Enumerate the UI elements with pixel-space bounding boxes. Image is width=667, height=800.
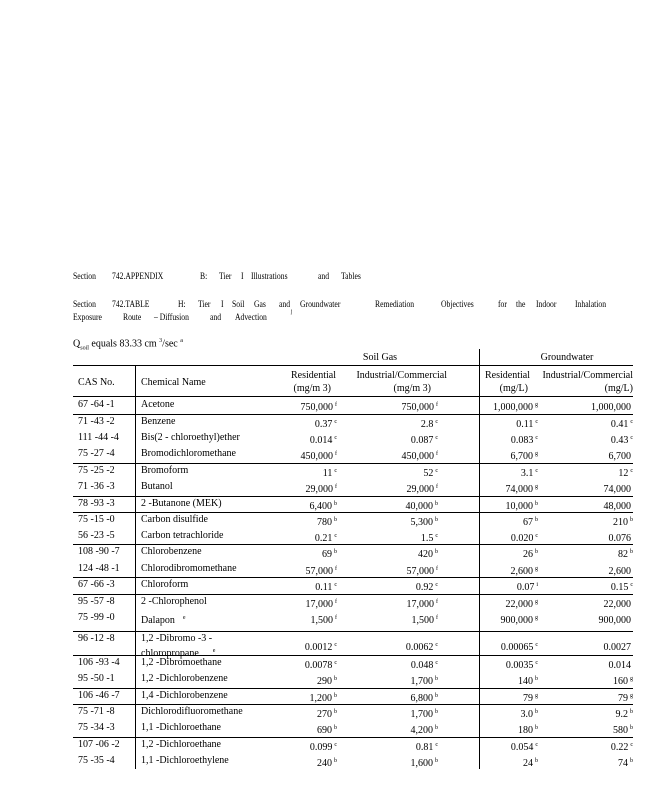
footnote-mark: f <box>436 484 438 490</box>
col-header-ind2: Industrial/Commercial <box>542 370 633 381</box>
header-word: Section <box>73 299 96 309</box>
water-residential-value: 0.07 $^i$ <box>516 582 538 593</box>
soil-residential-value: 0.37 $^c$ <box>314 419 337 430</box>
footnote-mark: f <box>436 451 438 457</box>
water-residential-value: 0.0035 $^c$ <box>505 660 538 671</box>
footnote-mark: f <box>335 566 337 572</box>
soil-industrial-value: 6,800 $^b$ <box>410 693 438 704</box>
chemical-name: Carbon tetrachloride <box>141 530 224 541</box>
water-industrial-value: 160 $^g$ <box>613 676 633 687</box>
footnote-mark: c <box>334 642 337 648</box>
footnote-mark: b <box>535 725 538 731</box>
header-word: the <box>516 299 526 309</box>
footnote-mark: b <box>630 517 633 523</box>
cas-number: 111 -44 -4 <box>78 432 119 443</box>
qsoil-sup: 3 <box>159 338 163 344</box>
soil-residential-value: 450,000 $^f$ <box>300 451 337 462</box>
soil-industrial-value: 420 $^b$ <box>418 549 438 560</box>
footnote-mark: b <box>435 693 438 699</box>
water-residential-value: 0.083 $^c$ <box>510 435 538 446</box>
footnote-mark: f <box>335 484 337 490</box>
footnote-mark: c <box>435 435 438 441</box>
footnote-mark: c <box>435 582 438 588</box>
footnote-mark: c <box>334 533 337 539</box>
row-group-rule <box>73 512 633 513</box>
cas-number: 95 -50 -1 <box>78 673 115 684</box>
soil-industrial-value: 0.048 $^c$ <box>410 660 438 671</box>
footnote-mark: b <box>535 501 538 507</box>
soil-industrial-value: 52 $^c$ <box>423 468 438 479</box>
row-group-rule <box>73 737 633 738</box>
header-word: Gas <box>254 299 266 309</box>
footnote-mark: c <box>535 468 538 474</box>
water-residential-value: 26 $^b$ <box>523 549 538 560</box>
water-industrial-value: 22,000 <box>603 599 631 610</box>
soil-industrial-value: 0.087 $^c$ <box>410 435 438 446</box>
water-industrial-value: 0.22 $^c$ <box>610 742 633 753</box>
soil-residential-value: 1,500 $^f$ <box>310 615 337 626</box>
water-residential-value: 79 $^g$ <box>523 693 538 704</box>
chemical-name: 1,2 -Dibromo -3 - <box>141 633 213 644</box>
water-industrial-value: 12 $^c$ <box>618 468 633 479</box>
footnote-mark: b <box>435 758 438 764</box>
chemical-name: 1,1 -Dichloroethylene <box>141 755 229 766</box>
footnote-mark: b <box>334 549 337 555</box>
footnote-mark: b <box>435 517 438 523</box>
cas-number: 124 -48 -1 <box>78 563 120 574</box>
water-residential-value: 6,700 $^g$ <box>510 451 538 462</box>
water-residential-value: 22,000 $^g$ <box>505 599 538 610</box>
row-group-rule <box>73 631 633 632</box>
cas-number: 75 -35 -4 <box>78 755 115 766</box>
water-industrial-value: 9.2 $^b$ <box>615 709 633 720</box>
cas-number: 71 -36 -3 <box>78 481 115 492</box>
footnote-mark: c <box>535 642 538 648</box>
chemical-name: Butanol <box>141 481 173 492</box>
soil-industrial-value: 1,700 $^b$ <box>410 709 438 720</box>
header-word: Tier <box>198 299 211 309</box>
cas-number: 71 -43 -2 <box>78 416 115 427</box>
chemical-name: Benzene <box>141 416 176 427</box>
water-residential-value: 0.00065 $^c$ <box>500 642 538 653</box>
footnote-mark: b <box>334 676 337 682</box>
soil-industrial-value: 1,500 $^f$ <box>411 615 438 626</box>
header-word: – Diffusion <box>154 312 189 322</box>
chemical-name: 2 -Chlorophenol <box>141 596 207 607</box>
col-divider-cas <box>135 365 136 769</box>
soil-industrial-value: 750,000 $^f$ <box>401 402 438 413</box>
header-word: Soil <box>232 299 245 309</box>
water-industrial-value: 0.43 $^c$ <box>610 435 633 446</box>
header-bottom-rule <box>73 396 633 397</box>
cas-number: 75 -99 -0 <box>78 612 115 623</box>
soil-residential-value: 240 $^b$ <box>317 758 337 769</box>
water-industrial-value: 0.0027 <box>603 642 631 653</box>
water-residential-value: 0.11 $^c$ <box>516 419 538 430</box>
header-word: 742.APPENDIX <box>112 271 164 281</box>
water-residential-value: 67 $^b$ <box>523 517 538 528</box>
footnote-mark: g <box>535 615 538 621</box>
chemical-name: 1,4 -Dichlorobenzene <box>141 690 228 701</box>
cas-number: 56 -23 -5 <box>78 530 115 541</box>
chemical-name: Bromodichloromethane <box>141 448 236 459</box>
water-industrial-value: 6,700 <box>608 451 631 462</box>
qsoil-q: Q <box>73 338 81 350</box>
qsoil-note: a <box>180 338 183 344</box>
col-header-name: Chemical Name <box>141 377 206 388</box>
header-word: Section <box>73 271 96 281</box>
footnote-mark: c <box>630 582 633 588</box>
chemical-name: Chloroform <box>141 579 189 590</box>
table-top-rule <box>73 365 633 366</box>
footnote-mark: b <box>435 676 438 682</box>
footnote-mark: e <box>182 615 186 621</box>
water-industrial-value: 0.014 <box>608 660 631 671</box>
footnote-mark: g <box>535 402 538 408</box>
footnote-mark: c <box>334 468 337 474</box>
chemical-name: 2 -Butanone (MEK) <box>141 498 222 509</box>
soil-residential-value: 0.0012 $^c$ <box>304 642 337 653</box>
header-word: H: <box>178 299 186 309</box>
header-word: Indoor <box>536 299 557 309</box>
soil-residential-value: 29,000 $^f$ <box>305 484 337 495</box>
footnote-mark: c <box>334 742 337 748</box>
footnote-mark: f <box>335 451 337 457</box>
cas-number: 75 -25 -2 <box>78 465 115 476</box>
chemical-name: Acetone <box>141 399 175 410</box>
chemical-name: Dalapon $^e$ <box>141 615 186 626</box>
cas-number: 75 -15 -0 <box>78 514 115 525</box>
header-note: j <box>291 309 293 315</box>
cas-number: 108 -90 -7 <box>78 546 120 557</box>
row-group-rule <box>73 496 633 497</box>
cas-number: 96 -12 -8 <box>78 633 115 644</box>
footnote-mark: g <box>535 599 538 605</box>
water-residential-value: 3.0 $^b$ <box>520 709 538 720</box>
cas-number: 107 -06 -2 <box>78 739 120 750</box>
footnote-mark: g <box>535 484 538 490</box>
soil-industrial-value: 40,000 $^b$ <box>405 501 438 512</box>
footnote-mark: b <box>630 549 633 555</box>
row-group-rule <box>73 544 633 545</box>
soil-industrial-value: 29,000 $^f$ <box>406 484 438 495</box>
soil-residential-value: 690 $^b$ <box>317 725 337 736</box>
footnote-mark: b <box>334 693 337 699</box>
chemical-name: Chlorobenzene <box>141 546 202 557</box>
groundwater-group-header: Groundwater <box>540 352 594 363</box>
footnote-mark: c <box>435 742 438 748</box>
footnote-mark: b <box>630 758 633 764</box>
qsoil-text: equals 83.33 cm <box>91 338 157 350</box>
col-header-unit3: (mg/L) <box>499 383 528 394</box>
header-word: and <box>318 271 330 281</box>
row-group-rule <box>73 463 633 464</box>
soil-residential-value: 0.21 $^c$ <box>314 533 337 544</box>
header-word: Inhalation <box>575 299 607 309</box>
footnote-mark: c <box>334 660 337 666</box>
cas-number: 67 -64 -1 <box>78 399 115 410</box>
footnote-mark: b <box>334 501 337 507</box>
footnote-mark: c <box>334 435 337 441</box>
soil-residential-value: 270 $^b$ <box>317 709 337 720</box>
water-industrial-value: 0.076 <box>608 533 631 544</box>
header-word: Route <box>123 312 142 322</box>
soil-industrial-value: 1.5 $^c$ <box>420 533 438 544</box>
footnote-mark: c <box>435 419 438 425</box>
footnote-mark: e <box>212 648 216 654</box>
col-header-unit4: (mg/L) <box>604 383 633 394</box>
cas-number: 106 -93 -4 <box>78 657 120 668</box>
soil-industrial-value: 0.81 $^c$ <box>415 742 438 753</box>
soil-residential-value: 57,000 $^f$ <box>305 566 337 577</box>
soil-industrial-value: 0.92 $^c$ <box>415 582 438 593</box>
water-residential-value: 3.1 $^c$ <box>520 468 538 479</box>
soil-residential-value: 0.014 $^c$ <box>309 435 337 446</box>
water-industrial-value: 74 $^b$ <box>618 758 633 769</box>
footnote-mark: g <box>630 693 633 699</box>
footnote-mark: b <box>535 758 538 764</box>
soil-industrial-value: 1,600 $^b$ <box>410 758 438 769</box>
water-industrial-value: 210 $^b$ <box>613 517 633 528</box>
chemical-name: Chlorodibromomethane <box>141 563 237 574</box>
footnote-mark: b <box>435 501 438 507</box>
soil-residential-value: 290 $^b$ <box>317 676 337 687</box>
header-word: Illustrations <box>251 271 288 281</box>
soil-industrial-value: 17,000 $^f$ <box>406 599 438 610</box>
water-industrial-value: 2,600 <box>608 566 631 577</box>
footnote-mark: c <box>435 533 438 539</box>
chemical-name: Bromoform <box>141 465 189 476</box>
footnote-mark: c <box>630 468 633 474</box>
footnote-mark: b <box>630 709 633 715</box>
footnote-mark: c <box>535 419 538 425</box>
cas-number: 75 -34 -3 <box>78 722 115 733</box>
footnote-mark: b <box>535 676 538 682</box>
footnote-mark: g <box>630 676 633 682</box>
footnote-mark: c <box>435 468 438 474</box>
header-word: B: <box>200 271 208 281</box>
col-header-unit2: (mg/m 3) <box>393 383 431 394</box>
header-word: I <box>241 271 244 281</box>
footnote-mark: f <box>436 566 438 572</box>
water-residential-value: 0.020 $^c$ <box>510 533 538 544</box>
chemical-name: Bis(2 - chloroethyl)ether <box>141 432 240 443</box>
water-industrial-value: 0.15 $^c$ <box>610 582 633 593</box>
soil-gas-group-header: Soil Gas <box>362 352 398 363</box>
footnote-mark: c <box>535 660 538 666</box>
header-word: Groundwater <box>300 299 341 309</box>
footnote-mark: c <box>535 533 538 539</box>
footnote-mark: f <box>436 615 438 621</box>
chemical-name: 1,2 -Dichloroethane <box>141 739 221 750</box>
chemical-name: Carbon disulfide <box>141 514 208 525</box>
water-residential-value: 0.054 $^c$ <box>510 742 538 753</box>
soil-residential-value: 11 $^c$ <box>322 468 337 479</box>
footnote-mark: c <box>435 642 438 648</box>
footnote-mark: f <box>335 402 337 408</box>
header-word: Tier <box>219 271 232 281</box>
chemical-name: Dichlorodifluoromethane <box>141 706 243 717</box>
col-header-unit1: (mg/m 3) <box>293 383 331 394</box>
water-industrial-value: 0.41 $^c$ <box>610 419 633 430</box>
soil-residential-value: 0.0078 $^c$ <box>304 660 337 671</box>
header-word: I <box>221 299 224 309</box>
col-header-res1: Residential <box>291 370 336 381</box>
footnote-mark: c <box>630 419 633 425</box>
water-industrial-value: 580 $^b$ <box>613 725 633 736</box>
soil-industrial-value: 57,000 $^f$ <box>406 566 438 577</box>
water-industrial-value: 82 $^b$ <box>618 549 633 560</box>
footnote-mark: c <box>435 660 438 666</box>
qsoil-sub: soil <box>80 345 89 352</box>
cas-number: 75 -27 -4 <box>78 448 115 459</box>
footnote-mark: b <box>435 725 438 731</box>
footnote-mark: c <box>535 742 538 748</box>
cas-number: 78 -93 -3 <box>78 498 115 509</box>
footnote-mark: c <box>334 419 337 425</box>
footnote-mark: f <box>335 599 337 605</box>
water-residential-value: 74,000 $^g$ <box>505 484 538 495</box>
footnote-mark: b <box>334 725 337 731</box>
soil-industrial-value: 450,000 $^f$ <box>401 451 438 462</box>
header-word: Objectives <box>441 299 474 309</box>
water-residential-value: 10,000 $^b$ <box>505 501 538 512</box>
soil-industrial-value: 1,700 $^b$ <box>410 676 438 687</box>
footnote-mark: g <box>535 566 538 572</box>
footnote-mark: b <box>435 709 438 715</box>
soil-residential-value: 750,000 $^f$ <box>300 402 337 413</box>
footnote-mark: b <box>334 517 337 523</box>
soil-residential-value: 17,000 $^f$ <box>305 599 337 610</box>
cas-number: 67 -66 -3 <box>78 579 115 590</box>
water-residential-value: 24 $^b$ <box>523 758 538 769</box>
soil-residential-value: 6,400 $^b$ <box>309 501 337 512</box>
water-residential-value: 2,600 $^g$ <box>510 566 538 577</box>
footnote-mark: b <box>630 725 633 731</box>
water-industrial-value: 1,000,000 <box>591 402 631 413</box>
soil-residential-value: 69 $^b$ <box>322 549 337 560</box>
footnote-mark: c <box>334 582 337 588</box>
cas-number: 106 -46 -7 <box>78 690 120 701</box>
header-word: Remediation <box>375 299 415 309</box>
col-header-cas: CAS No. <box>78 377 115 388</box>
water-industrial-value: 74,000 <box>603 484 631 495</box>
header-word: Advection <box>235 312 267 322</box>
row-group-rule <box>73 577 633 578</box>
soil-industrial-value: 5,300 $^b$ <box>410 517 438 528</box>
footnote-mark: f <box>436 402 438 408</box>
row-group-rule <box>73 688 633 689</box>
header-word: Exposure <box>73 312 102 322</box>
chemical-name: 1,2 -Dibromoethane <box>141 657 222 668</box>
water-residential-value: 900,000 $^g$ <box>500 615 538 626</box>
water-residential-value: 140 $^b$ <box>518 676 538 687</box>
cas-number: 95 -57 -8 <box>78 596 115 607</box>
row-group-rule <box>73 704 633 705</box>
row-group-rule <box>73 414 633 415</box>
header-word: 742.TABLE <box>112 299 150 309</box>
chemical-name-cont: chloropropane $^e$ <box>141 648 216 659</box>
qsoil-tail: /sec <box>162 338 178 350</box>
footnote-mark: c <box>630 435 633 441</box>
footnote-mark: b <box>334 709 337 715</box>
water-residential-value: 1,000,000 $^g$ <box>493 402 538 413</box>
water-industrial-value: 48,000 <box>603 501 631 512</box>
footnote-mark: i <box>536 582 538 588</box>
header-word: for <box>498 299 507 309</box>
soil-industrial-value: 2.8 $^c$ <box>420 419 438 430</box>
footnote-mark: b <box>535 709 538 715</box>
row-group-rule <box>73 594 633 595</box>
header-word: and <box>210 312 222 322</box>
soil-residential-value: 1,200 $^b$ <box>309 693 337 704</box>
chemical-name: 1,2 -Dichlorobenzene <box>141 673 228 684</box>
footnote-mark: f <box>436 599 438 605</box>
footnote-mark: b <box>535 549 538 555</box>
footnote-mark: b <box>535 517 538 523</box>
chemical-name: 1,1 -Dichloroethane <box>141 722 221 733</box>
footnote-mark: c <box>535 435 538 441</box>
col-header-ind1: Industrial/Commercial <box>356 370 447 381</box>
soil-industrial-value: 0.0062 $^c$ <box>405 642 438 653</box>
water-industrial-value: 79 $^g$ <box>618 693 633 704</box>
header-word: and <box>279 299 291 309</box>
header-word: Tables <box>341 271 361 281</box>
col-divider-water <box>479 349 480 769</box>
soil-residential-value: 0.11 $^c$ <box>315 582 337 593</box>
water-residential-value: 180 $^b$ <box>518 725 538 736</box>
soil-residential-value: 780 $^b$ <box>317 517 337 528</box>
soil-industrial-value: 4,200 $^b$ <box>410 725 438 736</box>
footnote-mark: c <box>630 742 633 748</box>
footnote-mark: g <box>535 693 538 699</box>
cas-number: 75 -71 -8 <box>78 706 115 717</box>
water-industrial-value: 900,000 <box>598 615 631 626</box>
remediation-table <box>73 349 633 769</box>
footnote-mark: b <box>334 758 337 764</box>
col-header-res2: Residential <box>485 370 530 381</box>
footnote-mark: f <box>335 615 337 621</box>
soil-residential-value: 0.099 $^c$ <box>309 742 337 753</box>
footnote-mark: b <box>435 549 438 555</box>
footnote-mark: g <box>535 451 538 457</box>
